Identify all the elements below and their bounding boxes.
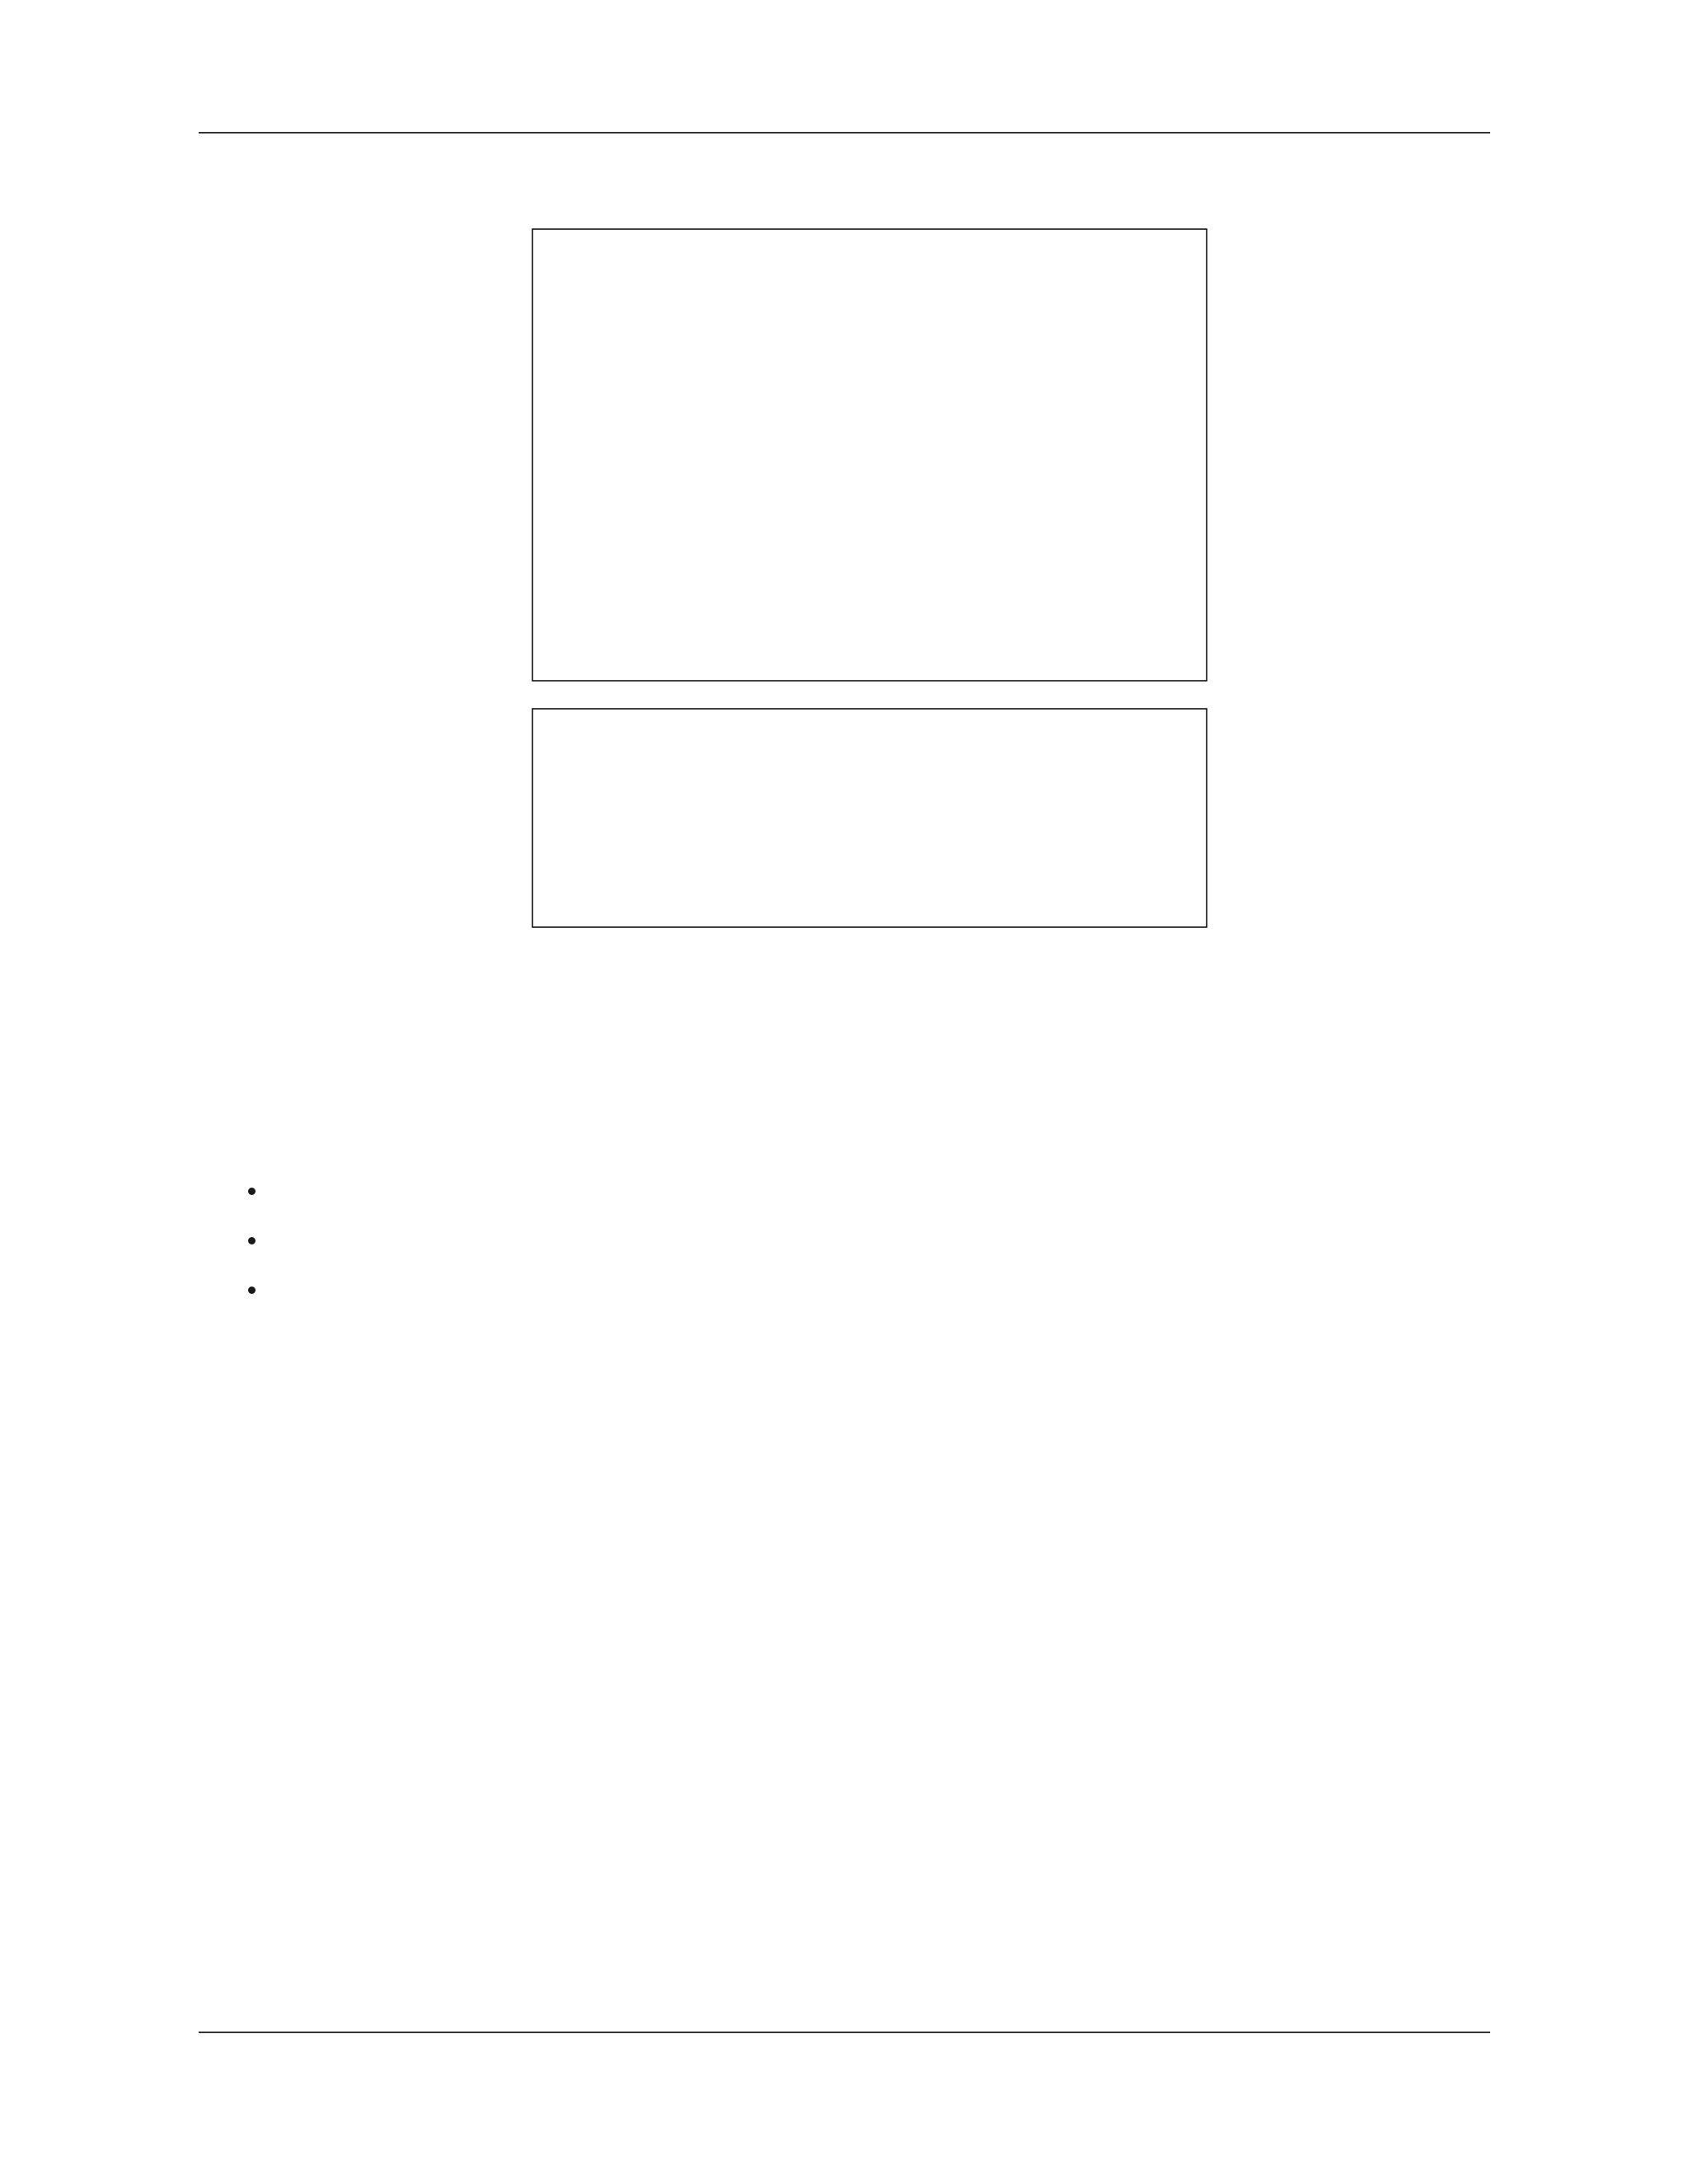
page-header <box>199 89 1490 134</box>
list-item <box>268 1273 1490 1306</box>
calibration-figure <box>478 206 1220 964</box>
histogram-chart <box>532 709 1207 927</box>
calibration-chart <box>532 229 1207 681</box>
hist-frame <box>532 709 1207 927</box>
page-footer <box>199 2032 1490 2083</box>
plot-frame <box>532 229 1207 681</box>
figure <box>478 206 1220 964</box>
section-body <box>199 1158 1490 1323</box>
list-item <box>268 1174 1490 1207</box>
bullet-list <box>199 1174 1490 1306</box>
list-item <box>268 1224 1490 1257</box>
